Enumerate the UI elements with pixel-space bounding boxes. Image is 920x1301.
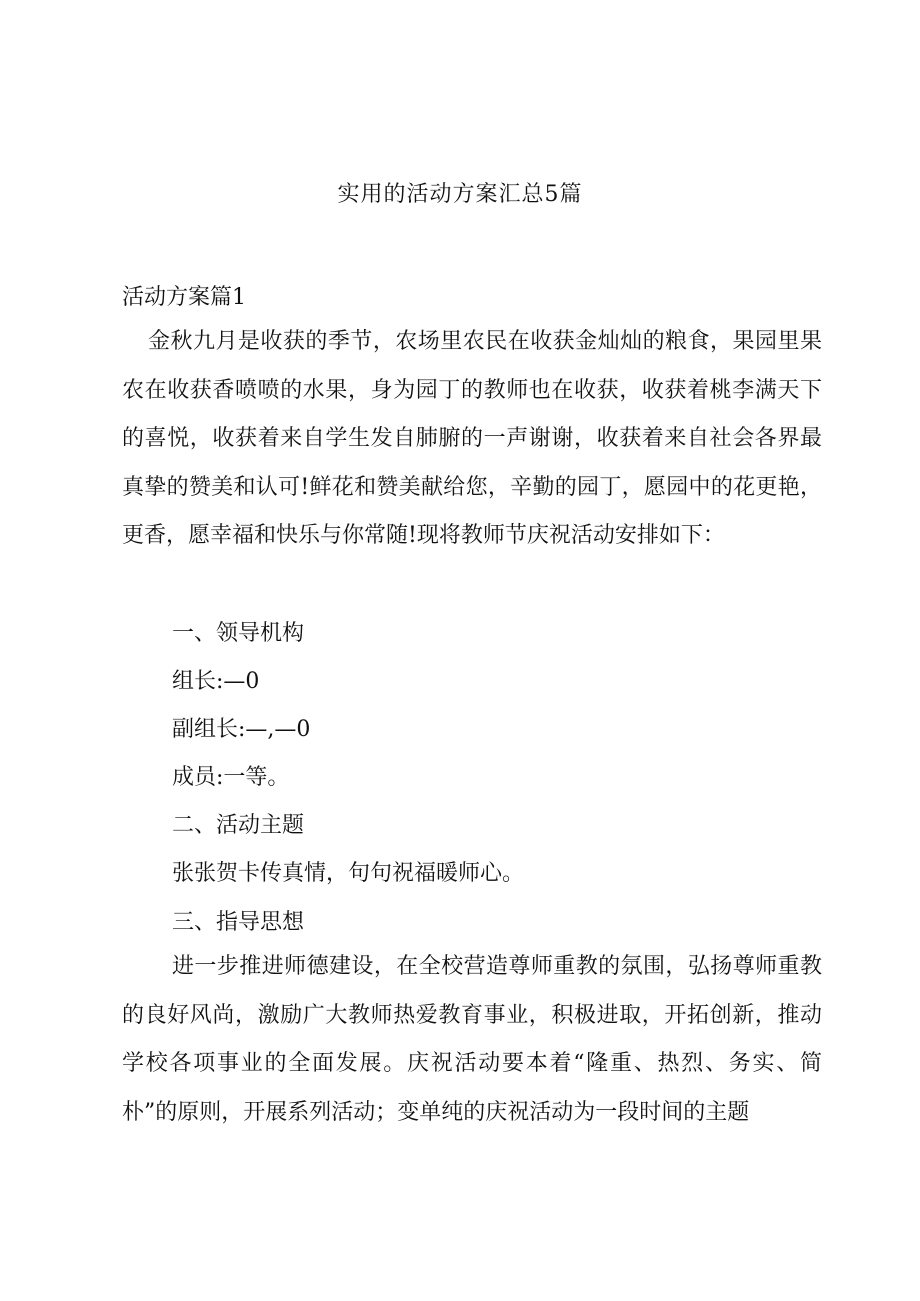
item-theme-text: 张张贺卡传真情，句句祝福暖师心。 — [172, 861, 525, 886]
intro-paragraph: 金秋九月是收获的季节，农场里农民在收获金灿灿的粮食，果园里果农在收获香喷喷的水果，身为园丁的教师也在收获，收获着桃李满天下的喜悦，收获着来自学生发自肺腑的一声谢谢，收获着来自社会各界最真挚的赞美和认可!鲜花和赞美献给您，辛勤的园丁，愿园中的花更艳，更香，愿幸福和快乐与你常随!现将教师节庆祝活动安排如下： — [122, 329, 822, 549]
guiding-paragraph: 进一步推进师德建设，在全校营造尊师重教的氛围，弘扬尊师重教的良好风尚，激励广大教师热爱教育事业，积极进取，开拓创新，推动学校各项事业的全面发展。庆祝活动要本着“隆重、热烈、务实、简朴”的原则，开展系列活动；变单纯的庆祝活动为一段时间的主题 — [122, 954, 822, 1125]
item-deputy-leader: 副组长:—,—0 — [172, 717, 311, 742]
item-members: 成员:一等。 — [172, 765, 290, 790]
document-title: 实用的活动方案汇总5篇 — [337, 182, 583, 207]
heading-theme: 二、活动主题 — [172, 813, 305, 838]
section-heading: 活动方案篇1 — [122, 285, 246, 310]
heading-guiding-thought: 三、指导思想 — [172, 910, 305, 935]
heading-leadership: 一、领导机构 — [172, 621, 305, 646]
item-team-leader: 组长:—0 — [172, 669, 260, 694]
